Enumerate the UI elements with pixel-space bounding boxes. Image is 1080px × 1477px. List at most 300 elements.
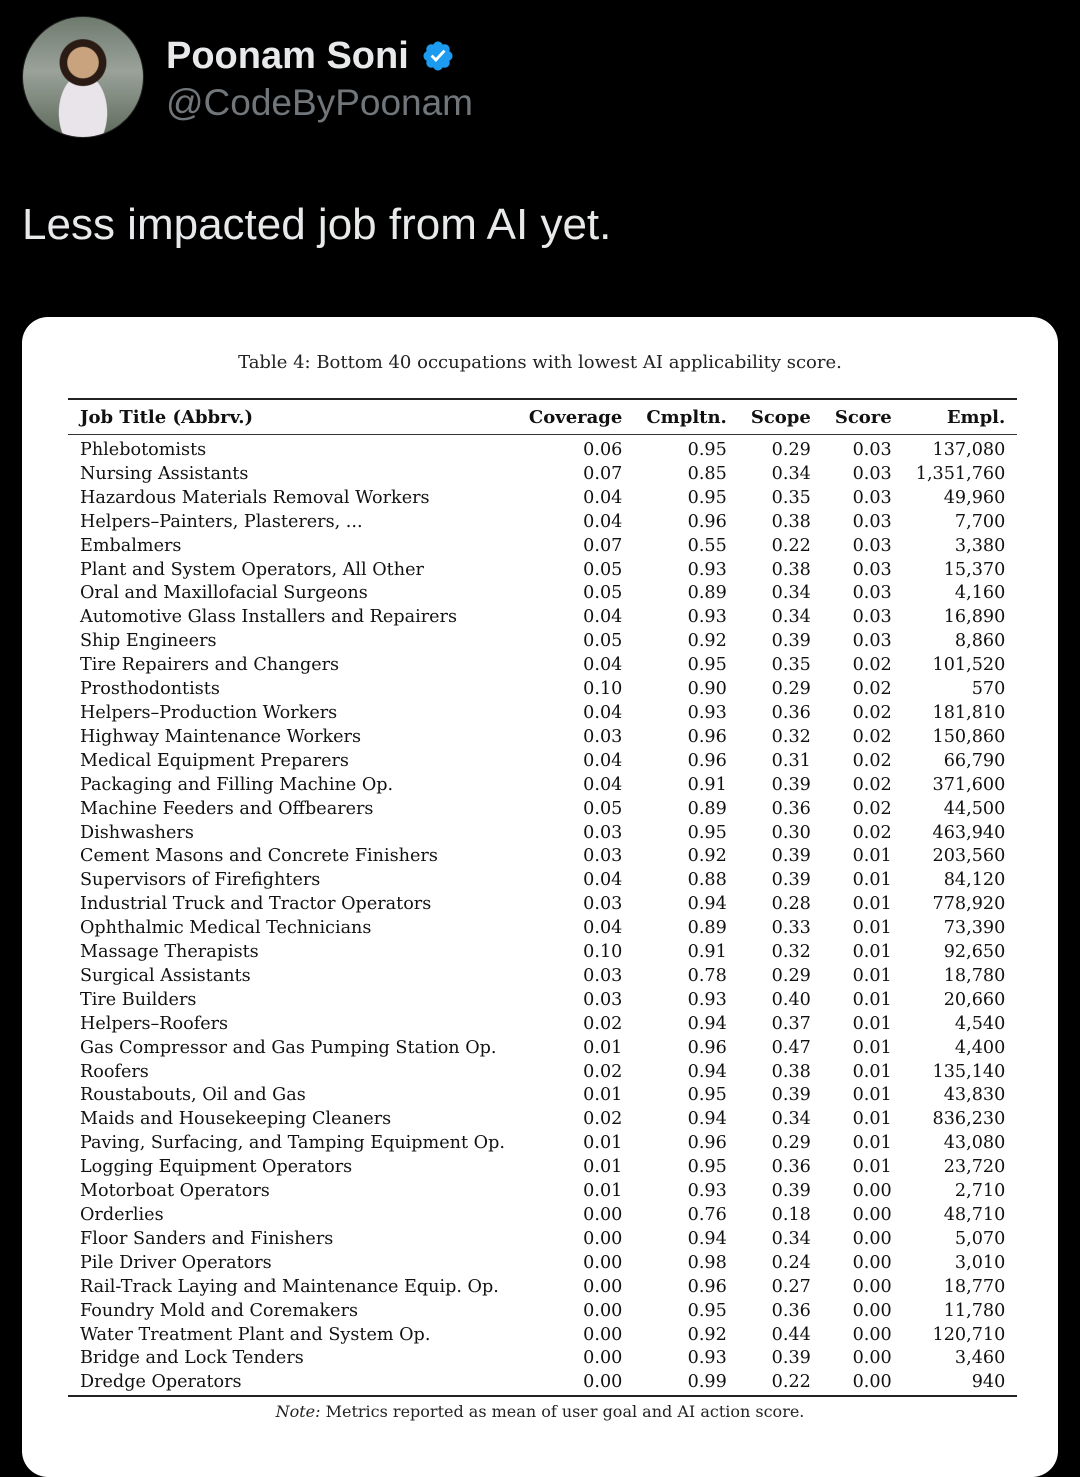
metric-cell: 0.01 [583, 1181, 623, 1202]
metric-cell: 0.02 [852, 726, 892, 747]
table-row [68, 487, 1017, 511]
metric-cell: 0.03 [852, 487, 892, 508]
metric-cell: 0.04 [583, 655, 623, 676]
metric-cell: 0.88 [687, 870, 727, 891]
metric-cell: 0.02 [583, 1109, 623, 1130]
metric-cell: 0.34 [771, 607, 811, 628]
metric-cell: 0.32 [771, 942, 811, 963]
metric-cell: 0.39 [771, 1085, 811, 1106]
table-row [68, 750, 1017, 774]
metric-cell: 0.96 [687, 511, 727, 532]
metric-cell: 203,560 [932, 846, 1006, 867]
metric-cell: 836,230 [932, 1109, 1006, 1130]
metric-cell: 0.01 [852, 1013, 892, 1034]
metric-cell: 0.40 [771, 989, 811, 1010]
metric-cell: 181,810 [932, 702, 1006, 723]
metric-cell: 940 [971, 1372, 1006, 1393]
metric-cell: 0.92 [687, 631, 727, 652]
metric-cell: 570 [971, 679, 1006, 700]
metric-cell: 0.30 [771, 822, 811, 843]
metric-cell: 0.01 [852, 1037, 892, 1058]
metric-cell: 0.22 [771, 535, 811, 556]
table-row [68, 511, 1017, 535]
metric-cell: 43,830 [943, 1085, 1006, 1106]
table-row [68, 702, 1017, 726]
table-caption: Table 4: Bottom 40 occupations with lowest AI applicability score. [238, 352, 842, 373]
table-row [68, 917, 1017, 941]
table-row [68, 630, 1017, 654]
metric-cell: 0.04 [583, 870, 623, 891]
column-header: Coverage [517, 399, 634, 435]
metric-cell: 0.28 [771, 894, 811, 915]
metric-cell: 0.01 [852, 846, 892, 867]
metric-cell: 2,710 [954, 1181, 1006, 1202]
metric-cell: 0.38 [771, 511, 811, 532]
metric-cell: 137,080 [932, 440, 1006, 460]
metric-cell: 0.76 [687, 1205, 727, 1225]
metric-cell: 0.00 [852, 1372, 892, 1393]
job-title-cell: Packaging and Filling Machine Op. [80, 774, 394, 795]
job-title-cell: Maids and Housekeeping Cleaners [80, 1109, 392, 1130]
metric-cell: 0.02 [583, 1061, 623, 1082]
metric-cell: 0.24 [771, 1252, 811, 1273]
metric-cell: 11,780 [943, 1300, 1006, 1321]
metric-cell: 0.92 [687, 1324, 727, 1345]
metric-cell: 3,460 [954, 1348, 1006, 1369]
metric-cell: 0.05 [583, 583, 623, 604]
metric-cell: 0.00 [583, 1348, 623, 1369]
metric-cell: 150,860 [932, 726, 1006, 747]
metric-cell: 0.00 [583, 1228, 623, 1249]
table-row [68, 678, 1017, 702]
metric-cell: 0.85 [687, 463, 727, 484]
table-row [68, 845, 1017, 869]
table-row [68, 1061, 1017, 1085]
table-row [68, 1108, 1017, 1132]
job-title-cell: Supervisors of Firefighters [80, 870, 321, 891]
metric-cell: 20,660 [943, 989, 1006, 1010]
note-text: Metrics reported as mean of user goal and AI action score. [325, 1402, 805, 1421]
table-row [68, 893, 1017, 917]
job-title-cell: Hazardous Materials Removal Workers [80, 487, 430, 508]
metric-cell: 0.03 [583, 965, 623, 986]
metric-cell: 0.01 [583, 1157, 623, 1178]
metric-cell: 0.36 [771, 798, 811, 819]
metric-cell: 0.22 [771, 1372, 811, 1393]
job-title-cell: Oral and Maxillofacial Surgeons [80, 583, 368, 604]
metric-cell: 0.10 [583, 679, 623, 700]
table-row [68, 774, 1017, 798]
job-title-cell: Medical Equipment Preparers [80, 750, 349, 771]
metric-cell: 0.94 [687, 1013, 727, 1034]
metric-cell: 0.93 [687, 989, 727, 1010]
metric-cell: 120,710 [932, 1324, 1006, 1345]
post-header [22, 16, 473, 138]
metric-cell: 0.29 [771, 965, 811, 986]
metric-cell: 49,960 [943, 487, 1006, 508]
table-row [68, 1084, 1017, 1108]
metric-cell: 0.04 [583, 918, 623, 939]
metric-cell: 0.90 [687, 679, 727, 700]
metric-cell: 463,940 [932, 822, 1006, 843]
metric-cell: 0.10 [583, 942, 623, 963]
metric-cell: 0.94 [687, 1228, 727, 1249]
job-title-cell: Highway Maintenance Workers [80, 726, 362, 747]
metric-cell: 0.00 [852, 1181, 892, 1202]
metric-cell: 0.34 [771, 1228, 811, 1249]
metric-cell: 0.29 [771, 440, 811, 460]
metric-cell: 778,920 [932, 894, 1006, 915]
metric-cell: 135,140 [932, 1061, 1006, 1082]
metric-cell: 0.93 [687, 702, 727, 723]
author-handle[interactable]: @CodeByPoonam [166, 81, 474, 123]
job-title-cell: Gas Compressor and Gas Pumping Station Op. [80, 1037, 497, 1058]
metric-cell: 0.95 [687, 822, 727, 843]
metric-cell: 1,351,760 [915, 463, 1006, 484]
job-title-cell: Helpers–Roofers [80, 1013, 229, 1034]
metric-cell: 0.96 [687, 1037, 727, 1058]
table-row [68, 606, 1017, 630]
column-header: Job Title (Abbrv.) [68, 399, 517, 435]
metric-cell: 0.02 [852, 679, 892, 700]
table-row [68, 989, 1017, 1013]
metric-cell: 0.03 [852, 511, 892, 532]
metric-cell: 0.38 [771, 559, 811, 580]
metric-cell: 0.96 [687, 1276, 727, 1297]
metric-cell: 0.01 [852, 1157, 892, 1178]
metric-cell: 0.01 [852, 1109, 892, 1130]
metric-cell: 0.95 [687, 440, 727, 460]
table-row [68, 1252, 1017, 1276]
metric-cell: 66,790 [943, 750, 1006, 771]
job-title-cell: Paving, Surfacing, and Tamping Equipment Op. [80, 1133, 505, 1154]
metric-cell: 0.00 [852, 1300, 892, 1321]
job-title-cell: Rail-Track Laying and Maintenance Equip. Op. [80, 1276, 499, 1297]
metric-cell: 0.96 [687, 726, 727, 747]
author-name-row [166, 35, 473, 78]
metric-cell: 0.01 [852, 942, 892, 963]
metric-cell: 0.94 [687, 1109, 727, 1130]
metric-cell: 0.05 [583, 798, 623, 819]
metric-cell: 0.95 [687, 487, 727, 508]
metric-cell: 0.89 [687, 798, 727, 819]
metric-cell: 0.05 [583, 559, 623, 580]
metric-cell: 0.94 [687, 894, 727, 915]
metric-cell: 0.92 [687, 846, 727, 867]
metric-cell: 0.01 [852, 1133, 892, 1154]
metric-cell: 0.04 [583, 511, 623, 532]
metric-cell: 0.96 [687, 750, 727, 771]
metric-cell: 0.07 [583, 463, 623, 484]
job-title-cell: Bridge and Lock Tenders [80, 1348, 304, 1369]
column-header: Empl. [904, 399, 1018, 435]
metric-cell: 0.18 [771, 1205, 811, 1225]
metric-cell: 0.36 [771, 1157, 811, 1178]
metric-cell: 0.93 [687, 1348, 727, 1369]
metric-cell: 0.01 [852, 870, 892, 891]
metric-cell: 0.99 [687, 1372, 727, 1393]
metric-cell: 0.04 [583, 750, 623, 771]
job-title-cell: Massage Therapists [80, 942, 259, 963]
metric-cell: 0.00 [852, 1324, 892, 1345]
metric-cell: 4,160 [954, 583, 1006, 604]
metric-cell: 0.27 [771, 1276, 811, 1297]
job-title-cell: Tire Repairers and Changers [80, 655, 340, 676]
table-row [68, 1132, 1017, 1156]
metric-cell: 4,400 [954, 1037, 1006, 1058]
metric-cell: 0.03 [852, 607, 892, 628]
metric-cell: 84,120 [943, 870, 1006, 891]
metric-cell: 0.00 [583, 1324, 623, 1345]
metric-cell: 0.95 [687, 1085, 727, 1106]
metric-cell: 0.38 [771, 1061, 811, 1082]
metric-cell: 0.00 [583, 1252, 623, 1273]
metric-cell: 0.04 [583, 702, 623, 723]
metric-cell: 0.01 [852, 1061, 892, 1082]
metric-cell: 0.98 [687, 1252, 727, 1273]
job-title-cell: Helpers–Painters, Plasterers, ... [80, 511, 363, 532]
metric-cell: 0.04 [583, 774, 623, 795]
metric-cell: 0.01 [583, 1037, 623, 1058]
metric-cell: 0.03 [852, 535, 892, 556]
metric-cell: 5,070 [954, 1228, 1006, 1249]
table-row [68, 463, 1017, 487]
avatar[interactable] [22, 16, 144, 138]
metric-cell: 0.03 [852, 463, 892, 484]
metric-cell: 0.94 [687, 1061, 727, 1082]
metric-cell: 0.89 [687, 918, 727, 939]
job-title-cell: Prosthodontists [80, 679, 220, 700]
metric-cell: 0.35 [771, 487, 811, 508]
metric-cell: 0.96 [687, 1133, 727, 1154]
metric-cell: 15,370 [943, 559, 1006, 580]
metric-cell: 44,500 [943, 798, 1006, 819]
table-row [68, 869, 1017, 893]
table-body [68, 435, 1017, 1397]
post-text: Less impacted job from AI yet. [22, 200, 612, 249]
verified-badge-icon [421, 39, 455, 73]
metric-cell: 0.02 [852, 774, 892, 795]
metric-cell: 0.93 [687, 607, 727, 628]
job-title-cell: Roustabouts, Oil and Gas [80, 1085, 306, 1106]
metric-cell: 0.95 [687, 1300, 727, 1321]
metric-cell: 0.78 [687, 965, 727, 986]
job-title-cell: Orderlies [80, 1205, 164, 1225]
metric-cell: 0.01 [583, 1133, 623, 1154]
metric-cell: 0.01 [852, 1085, 892, 1106]
metric-cell: 0.03 [583, 989, 623, 1010]
job-title-cell: Machine Feeders and Offbearers [80, 798, 374, 819]
metric-cell: 0.39 [771, 870, 811, 891]
metric-cell: 0.39 [771, 1181, 811, 1202]
table-row [68, 582, 1017, 606]
table-row [68, 798, 1017, 822]
table-row [68, 1013, 1017, 1037]
table-row [68, 822, 1017, 846]
metric-cell: 0.33 [771, 918, 811, 939]
metric-cell: 8,860 [954, 631, 1006, 652]
metric-cell: 0.00 [583, 1205, 623, 1225]
table-row [68, 1300, 1017, 1324]
metric-cell: 0.03 [583, 846, 623, 867]
metric-cell: 0.95 [687, 1157, 727, 1178]
metric-cell: 101,520 [932, 655, 1006, 676]
metric-cell: 18,780 [943, 965, 1006, 986]
metric-cell: 7,700 [954, 511, 1006, 532]
metric-cell: 0.03 [852, 631, 892, 652]
metric-cell: 0.05 [583, 631, 623, 652]
job-title-cell: Tire Builders [80, 989, 197, 1010]
metric-cell: 0.02 [852, 798, 892, 819]
job-title-cell: Pile Driver Operators [80, 1252, 272, 1273]
metric-cell: 0.03 [583, 822, 623, 843]
metric-cell: 0.02 [583, 1013, 623, 1034]
metric-cell: 0.00 [852, 1205, 892, 1225]
job-title-cell: Embalmers [80, 535, 182, 556]
metric-cell: 0.36 [771, 702, 811, 723]
table-header-row [68, 399, 1017, 435]
metric-cell: 73,390 [943, 918, 1006, 939]
metric-cell: 0.39 [771, 774, 811, 795]
table-row [68, 1228, 1017, 1252]
metric-cell: 0.03 [852, 559, 892, 580]
metric-cell: 0.00 [583, 1276, 623, 1297]
metric-cell: 16,890 [943, 607, 1006, 628]
table-note [0, 1402, 1080, 1421]
column-header: Scope [739, 399, 823, 435]
job-title-cell: Surgical Assistants [80, 965, 251, 986]
metric-cell: 3,380 [954, 535, 1006, 556]
metric-cell: 0.04 [583, 607, 623, 628]
metric-cell: 0.91 [687, 942, 727, 963]
metric-cell: 0.47 [771, 1037, 811, 1058]
metric-cell: 0.36 [771, 1300, 811, 1321]
metric-cell: 0.01 [852, 989, 892, 1010]
job-title-cell: Plant and System Operators, All Other [80, 559, 424, 580]
column-header: Score [823, 399, 904, 435]
metric-cell: 0.37 [771, 1013, 811, 1034]
metric-cell: 0.29 [771, 679, 811, 700]
job-title-cell: Dredge Operators [80, 1372, 242, 1393]
table-row [68, 535, 1017, 559]
metric-cell: 0.07 [583, 535, 623, 556]
metric-cell: 0.03 [583, 726, 623, 747]
job-title-cell: Nursing Assistants [80, 463, 249, 484]
table-row [68, 654, 1017, 678]
metric-cell: 18,770 [943, 1276, 1006, 1297]
author-identity [166, 35, 473, 124]
occupations-table [68, 398, 1017, 1397]
job-title-cell: Floor Sanders and Finishers [80, 1228, 334, 1249]
metric-cell: 0.00 [852, 1348, 892, 1369]
table-row [68, 726, 1017, 750]
metric-cell: 0.01 [852, 894, 892, 915]
table-row [68, 435, 1017, 463]
metric-cell: 0.91 [687, 774, 727, 795]
metric-cell: 0.89 [687, 583, 727, 604]
metric-cell: 0.29 [771, 1133, 811, 1154]
note-label: Note: [275, 1402, 321, 1421]
metric-cell: 0.01 [583, 1085, 623, 1106]
metric-cell: 4,540 [954, 1013, 1006, 1034]
metric-cell: 0.35 [771, 655, 811, 676]
metric-cell: 0.03 [852, 583, 892, 604]
job-title-cell: Dishwashers [80, 822, 194, 843]
job-title-cell: Automotive Glass Installers and Repairers [80, 607, 457, 628]
metric-cell: 0.00 [852, 1228, 892, 1249]
metric-cell: 0.00 [583, 1300, 623, 1321]
table-row [68, 1347, 1017, 1371]
metric-cell: 0.03 [583, 894, 623, 915]
metric-cell: 0.01 [852, 918, 892, 939]
job-title-cell: Motorboat Operators [80, 1181, 270, 1202]
table-row [68, 941, 1017, 965]
metric-cell: 0.93 [687, 559, 727, 580]
metric-cell: 0.93 [687, 1181, 727, 1202]
metric-cell: 0.03 [852, 440, 892, 460]
metric-cell: 0.01 [852, 965, 892, 986]
job-title-cell: Roofers [80, 1061, 149, 1082]
metric-cell: 0.00 [852, 1252, 892, 1273]
metric-cell: 0.31 [771, 750, 811, 771]
table-row [68, 1156, 1017, 1180]
metric-cell: 371,600 [932, 774, 1006, 795]
metric-cell: 0.34 [771, 463, 811, 484]
metric-cell: 0.00 [583, 1372, 623, 1393]
metric-cell: 0.02 [852, 655, 892, 676]
job-title-cell: Water Treatment Plant and System Op. [80, 1324, 431, 1345]
author-name[interactable]: Poonam Soni [166, 34, 409, 77]
job-title-cell: Ship Engineers [80, 631, 217, 652]
metric-cell: 0.02 [852, 702, 892, 723]
metric-cell: 0.34 [771, 1109, 811, 1130]
metric-cell: 0.02 [852, 750, 892, 771]
metric-cell: 3,010 [954, 1252, 1006, 1273]
metric-cell: 0.44 [771, 1324, 811, 1345]
table-row [68, 1204, 1017, 1228]
table-row [68, 1371, 1017, 1396]
job-title-cell: Cement Masons and Concrete Finishers [80, 846, 438, 867]
metric-cell: 0.04 [583, 487, 623, 508]
metric-cell: 0.00 [852, 1276, 892, 1297]
table-row [68, 965, 1017, 989]
job-title-cell: Ophthalmic Medical Technicians [80, 918, 372, 939]
job-title-cell: Logging Equipment Operators [80, 1157, 353, 1178]
metric-cell: 0.06 [583, 440, 623, 460]
table-row [68, 1276, 1017, 1300]
metric-cell: 0.39 [771, 1348, 811, 1369]
metric-cell: 0.55 [687, 535, 727, 556]
metric-cell: 0.34 [771, 583, 811, 604]
table-row [68, 1180, 1017, 1204]
metric-cell: 43,080 [943, 1133, 1006, 1154]
metric-cell: 0.39 [771, 846, 811, 867]
job-title-cell: Helpers–Production Workers [80, 702, 338, 723]
table-row [68, 1037, 1017, 1061]
metric-cell: 0.39 [771, 631, 811, 652]
table-row [68, 559, 1017, 583]
job-title-cell: Foundry Mold and Coremakers [80, 1300, 359, 1321]
job-title-cell: Phlebotomists [80, 440, 207, 460]
column-header: Cmpltn. [634, 399, 738, 435]
metric-cell: 92,650 [943, 942, 1006, 963]
metric-cell: 23,720 [943, 1157, 1006, 1178]
table-row [68, 1324, 1017, 1348]
metric-cell: 0.02 [852, 822, 892, 843]
metric-cell: 0.32 [771, 726, 811, 747]
metric-cell: 48,710 [943, 1205, 1006, 1225]
metric-cell: 0.95 [687, 655, 727, 676]
